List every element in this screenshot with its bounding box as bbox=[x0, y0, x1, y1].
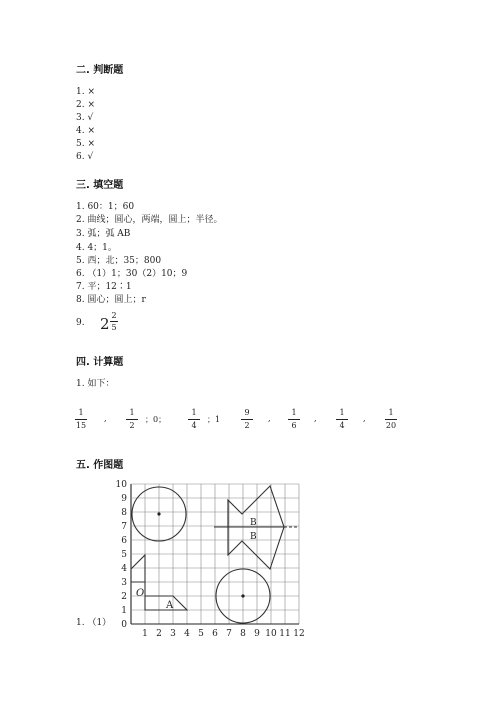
x-tick-label: 2 bbox=[156, 629, 162, 639]
x-tick-label: 3 bbox=[170, 629, 176, 639]
shape-b-lower bbox=[228, 527, 284, 569]
y-tick-label: 4 bbox=[121, 564, 127, 574]
mixed-numerator: 2 bbox=[111, 311, 117, 320]
calc-fraction-6 bbox=[335, 408, 349, 431]
denominator: 4 bbox=[191, 421, 197, 430]
y-tick-labels bbox=[116, 480, 128, 630]
x-tick-label: 1 bbox=[142, 629, 148, 639]
x-tick-label: 9 bbox=[254, 629, 260, 639]
calc-separator-6: , bbox=[363, 414, 366, 423]
mixed-whole: 2 bbox=[100, 315, 110, 333]
shape-a-tail bbox=[145, 582, 187, 610]
numerator: 9 bbox=[244, 408, 250, 417]
numerator: 1 bbox=[388, 408, 394, 417]
y-tick-label: 9 bbox=[121, 494, 127, 504]
calc-fraction-4 bbox=[240, 408, 254, 431]
circle-bottom-right bbox=[216, 569, 270, 623]
numerator: 1 bbox=[78, 408, 84, 417]
judge-answer-3: 3. √ bbox=[76, 113, 94, 123]
denominator: 2 bbox=[244, 421, 250, 430]
y-tick-label: 6 bbox=[121, 536, 127, 546]
x-tick-label: 10 bbox=[265, 629, 277, 639]
y-tick-label: 1 bbox=[121, 606, 127, 616]
center-dot-top-left bbox=[157, 512, 160, 515]
section-title-draw: 五. 作图题 bbox=[76, 460, 124, 471]
calc-separator-3: ；1 bbox=[207, 415, 221, 424]
calc-separator-5: , bbox=[314, 414, 317, 423]
fill-answer-2: 2. 曲线；圆心，两端，圆上；半径。 bbox=[76, 215, 223, 225]
fill-answer-7: 7. 平；12∶1 bbox=[76, 282, 132, 292]
fraction-bar bbox=[188, 419, 200, 420]
y-tick-label: 10 bbox=[115, 480, 127, 490]
grid-lines bbox=[131, 484, 299, 624]
calc-intro: 1. 如下： bbox=[76, 379, 115, 389]
x-tick-label: 5 bbox=[198, 629, 204, 639]
calc-fraction-5 bbox=[287, 408, 301, 431]
y-tick-label: 8 bbox=[121, 508, 127, 518]
mixed-fraction bbox=[110, 311, 118, 332]
judge-answer-4: 4. × bbox=[76, 126, 95, 136]
calc-fraction-3 bbox=[187, 408, 201, 431]
x-tick-label: 12 bbox=[293, 629, 305, 639]
fraction-bar bbox=[75, 419, 87, 420]
fill-answer-5: 5. 西；北；35；800 bbox=[76, 256, 162, 266]
denominator: 15 bbox=[75, 421, 87, 430]
section-title-calc: 四. 计算题 bbox=[76, 357, 124, 368]
shape-b-upper bbox=[228, 486, 284, 527]
fraction-bar bbox=[385, 419, 397, 420]
fill-answer-4: 4. 4；1。 bbox=[76, 243, 117, 253]
judge-answer-5: 5. × bbox=[76, 139, 95, 149]
denominator: 4 bbox=[339, 421, 345, 430]
fill-answer-9-label: 9. bbox=[76, 318, 85, 328]
calc-fraction-2 bbox=[125, 408, 139, 431]
mixed-denominator: 5 bbox=[111, 323, 117, 332]
label-o: O bbox=[136, 588, 145, 599]
x-tick-label: 8 bbox=[240, 629, 246, 639]
calc-separator-2: ；0； bbox=[145, 415, 167, 424]
calc-fraction-7 bbox=[384, 408, 398, 431]
fraction-bar bbox=[288, 419, 300, 420]
fraction-bar bbox=[110, 321, 118, 322]
label-b-lower: B bbox=[250, 532, 257, 542]
calc-separator-1: , bbox=[104, 414, 107, 423]
numerator: 1 bbox=[291, 408, 297, 417]
shape-b-top bbox=[214, 500, 228, 527]
y-tick-label: 2 bbox=[121, 592, 127, 602]
denominator: 2 bbox=[129, 421, 135, 430]
judge-answer-1: 1. × bbox=[76, 87, 95, 97]
x-tick-label: 7 bbox=[226, 629, 232, 639]
shape-a bbox=[131, 555, 145, 582]
x-tick-label: 4 bbox=[184, 629, 190, 639]
label-b-upper: B bbox=[250, 518, 257, 528]
y-tick-label: 5 bbox=[121, 550, 127, 560]
y-tick-label: 0 bbox=[121, 620, 127, 630]
center-dot-bottom-right bbox=[241, 594, 244, 597]
x-tick-labels bbox=[142, 629, 305, 639]
numerator: 1 bbox=[191, 408, 197, 417]
fraction-bar bbox=[241, 419, 253, 420]
calc-separator-4: , bbox=[268, 414, 271, 423]
fraction-bar bbox=[336, 419, 348, 420]
fill-answer-3: 3. 弧；弧 AB bbox=[76, 229, 131, 239]
x-tick-label: 11 bbox=[279, 629, 291, 639]
numerator: 1 bbox=[339, 408, 345, 417]
judge-answer-2: 2. × bbox=[76, 100, 95, 110]
calc-fraction-1 bbox=[74, 408, 88, 431]
denominator: 6 bbox=[291, 421, 297, 430]
section-title-judge: 二. 判断题 bbox=[76, 65, 124, 76]
fill-answer-6: 6. （1）1；30（2）10；9 bbox=[76, 269, 188, 279]
denominator: 20 bbox=[385, 421, 397, 430]
fill-answer-1: 1. 60：1；60 bbox=[76, 202, 135, 212]
judge-answer-6: 6. √ bbox=[76, 152, 94, 162]
y-tick-label: 3 bbox=[121, 578, 127, 588]
circle-top-left bbox=[132, 487, 186, 541]
fill-answer-8: 8. 圆心；圆上；r bbox=[76, 295, 146, 305]
drawing-label: 1. （1） bbox=[76, 618, 112, 628]
fraction-bar bbox=[126, 419, 138, 420]
label-a: A bbox=[166, 600, 174, 611]
y-tick-label: 7 bbox=[121, 522, 127, 532]
x-tick-label: 6 bbox=[212, 629, 218, 639]
section-title-fill: 三. 填空题 bbox=[76, 180, 124, 191]
numerator: 1 bbox=[129, 408, 135, 417]
